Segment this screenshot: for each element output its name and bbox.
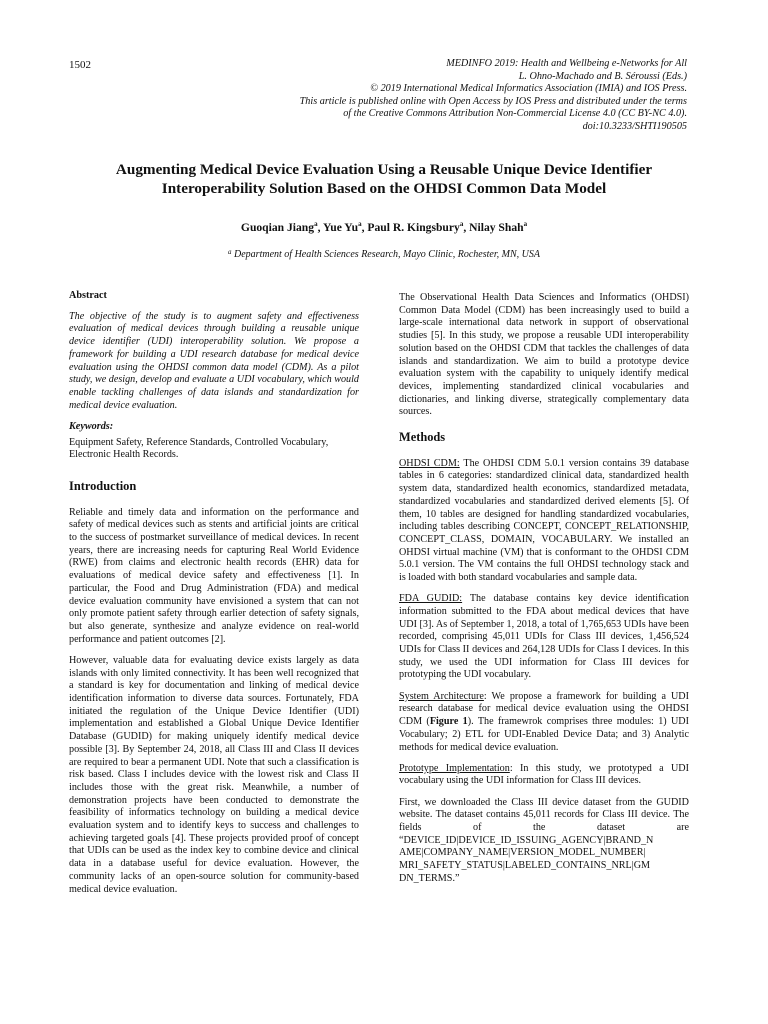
fda-gudid-label: FDA GUDID: bbox=[399, 593, 463, 605]
introduction-paragraph-1: Reliable and timely data and information on the performance and safety of medical devices such as stents and artificial joints are critical to the success of postmarket surveillance of medical devices. In recent years, there are increasing needs for capturing Real World Evidence (RWE) from claims and electronic health records (EHR) data for evaluations of medical device safety and effectiveness [1]. In particular, the Food and Drug Administration (FDA) and medical device evaluation community have envisioned a system that can not only promote patient safety through earlier detection of safety signals, but also generate, synthesize and analyze evidence on real-world performance and patient outcomes [2]. bbox=[69, 506, 359, 645]
author-affil-mark: a bbox=[358, 220, 362, 228]
author-separator: , bbox=[361, 221, 368, 234]
header-line-2: L. Ohno-Machado and B. Séroussi (Eds.) bbox=[518, 70, 687, 82]
header-line-6: doi:10.3233/SHTI190505 bbox=[582, 120, 687, 132]
author-name: Yue Yu bbox=[322, 221, 359, 234]
affiliation-text: Department of Health Sciences Research, Mayo Clinic, Rochester, MN, USA bbox=[231, 249, 540, 260]
page-number: 1502 bbox=[69, 59, 91, 71]
introduction-paragraph-2: However, valuable data for evaluating device exists largely as data islands with only limited connectivity. It has been well recognized that a standard is key for documentation and linking of medical device identification information to diverse data sources. Fortunately, FDA initiated the regulation of the Unique Device Identifier (UDI) implementation and established a Global Unique Device Identifier Database (GUDID) for making uniquely identify medical device possible [3]. By September 24, 2018, all Class III and Class II devices are required to bear a permanent UDI. Note that such a classification is risk based. Class I includes device with the lowest risk and Class II includes those with the great risk. Meanwhile, a number of demonstration projects have been conducted to demonstrate the feasibility of informatics technology on building a medical device evaluation system and to identify keys to success and challenges to achieving targeted goals [4]. These projects provided proof of concept that UDIs can be used as the index key to combine device and clinical data in a database useful for device evaluation. However, the community lacks of an open-source solution for community-based medical device evaluation. bbox=[69, 654, 359, 895]
header-line-4: This article is published online with Open Access by IOS Press and distributed under the terms bbox=[299, 95, 687, 107]
system-architecture-text-a: : We propose a framework for building a UDI research database for medical device evaluation using the OHDSI CDM ( bbox=[399, 690, 689, 728]
ohdsi-cdm-label: OHDSI CDM: bbox=[399, 457, 460, 469]
abstract-heading: Abstract bbox=[69, 290, 107, 301]
prototype-implementation-label: Prototype Implementation bbox=[399, 762, 510, 774]
methods-fda-gudid-paragraph bbox=[399, 593, 689, 682]
author-affil-mark: a bbox=[523, 220, 528, 228]
right-column bbox=[399, 292, 689, 894]
paper-title bbox=[60, 160, 708, 198]
author-separator: , bbox=[317, 221, 323, 234]
author-affil-mark: a bbox=[314, 220, 318, 228]
affiliation-mark: a bbox=[228, 248, 232, 256]
abstract-text: The objective of the study is to augment safety and effectiveness evaluation of medical devices through building a reusable unique device identifier (UDI) interoperability solution. We propose a framework for building a UDI research database for medical device evaluation using the OHDSI common data model (CDM). As a pilot study, we design, develop and evaluate a UDI vocabulary, which would enable tackling challenges of data islands and standardization for medical device evaluation. bbox=[69, 310, 359, 411]
title-line-2: Interoperability Solution Based on the OHDSI Common Data Model bbox=[161, 180, 607, 197]
header-line-1: MEDINFO 2019: Health and Wellbeing e-Networks for All bbox=[446, 58, 687, 69]
fda-gudid-text: The database contains key device identification information submitted to the FDA about medical devices that have UDI [3]. As of September 1, 2018, a total of 1,765,653 UDIs have been recorded, comprising 45,011 UDIs for Class III devices, 1,456,524 UDIs for Class II devices and 264,128 UDIs for Class I devices. In this study, we used the UDI information for Class III devices for prototyping the UDI vocabulary. bbox=[399, 593, 689, 681]
prototype-implementation-text: : In this study, we prototyped a UDI vocabulary using the UDI information for Class III devices. bbox=[399, 762, 689, 787]
left-column bbox=[69, 290, 359, 905]
system-architecture-label: System Architecture bbox=[399, 690, 484, 702]
methods-prototype-implementation-paragraph bbox=[399, 763, 689, 788]
keywords-text: Equipment Safety, Reference Standards, Controlled Vocabulary, Electronic Health Records. bbox=[69, 436, 329, 461]
running-header bbox=[207, 58, 687, 134]
author-list bbox=[60, 221, 708, 234]
methods-dataset-paragraph: First, we downloaded the Class III device dataset from the GUDID website. The dataset contains 45,011 records for Class III device. The fields of the dataset are “DEVICE_ID|DEVICE_ID_ISSUING_AGENCY|BRAND_N AME|COMPANY_NAME|VERSION_MODEL_NUMBER| MRI_SAFETY_STATUS|LABELED_CONTAINS_NRL|GM DN_TERMS.” bbox=[399, 796, 689, 884]
author-affil-mark: a bbox=[459, 220, 464, 228]
affiliation bbox=[60, 249, 708, 260]
system-architecture-text-b: ). The framewrok comprises three modules: 1) UDI Vocabulary; 2) ETL for UDI-Enabled Device Data; and 3) Analytic methods for medical device evaluation. bbox=[399, 716, 689, 753]
ohdsi-cdm-text: The OHDSI CDM 5.0.1 version contains 39 database tables in 6 categories: standardized clinical data, standardized health system data, standardized health economics, standardized metadata, standardized vocabularies and standardized derived elements [5]. Of them, 10 tables are designed for handling standardized vocabularies, including tables describing CONCEPT, CONCEPT_RELATIONSHIP, CONCEPT_CLASS, DOMAIN, VOCABULARY. We installed an OHDSI virtual machine (VM) that is conformant to the OHDSI CDM 5.0.1 version. The VM contains the full OHDSI technology stack and is loaded with both standard vocabularies and sample data. bbox=[399, 457, 690, 584]
author-name: Nilay Shah bbox=[469, 221, 524, 234]
methods-system-architecture-paragraph bbox=[399, 691, 689, 755]
title-line-1: Augmenting Medical Device Evaluation Using a Reusable Unique Device Identifier bbox=[115, 161, 653, 178]
right-intro-paragraph: The Observational Health Data Sciences and Informatics (OHDSI) Common Data Model (CDM) has been increasingly used to build a large-scale international data network in support of observational studies [5]. In this study, we propose a reusable UDI interoperability solution based on the OHDSI CDM that tackles the challenges of data islands and standardization. We aim to build a prototype device evaluation system with the capability to uniquely identify medical devices, implementing standardized clinical vocabularies and dictionaries, and linking diverse, strategically complementary data sources. bbox=[399, 292, 689, 418]
author-name: Paul R. Kingsbury bbox=[367, 221, 460, 234]
methods-ohdsi-cdm-paragraph bbox=[399, 458, 689, 585]
introduction-heading: Introduction bbox=[69, 478, 137, 493]
author-name: Guoqian Jiang bbox=[240, 221, 315, 234]
figure-1-reference: Figure 1 bbox=[429, 716, 468, 728]
keywords-heading: Keywords: bbox=[69, 420, 114, 432]
author-separator: , bbox=[463, 221, 470, 234]
header-line-5: of the Creative Commons Attribution Non-Commercial License 4.0 (CC BY-NC 4.0). bbox=[343, 108, 687, 120]
methods-heading: Methods bbox=[399, 430, 446, 445]
header-line-3: © 2019 International Medical Informatics Association (IMIA) and IOS Press. bbox=[370, 83, 687, 95]
